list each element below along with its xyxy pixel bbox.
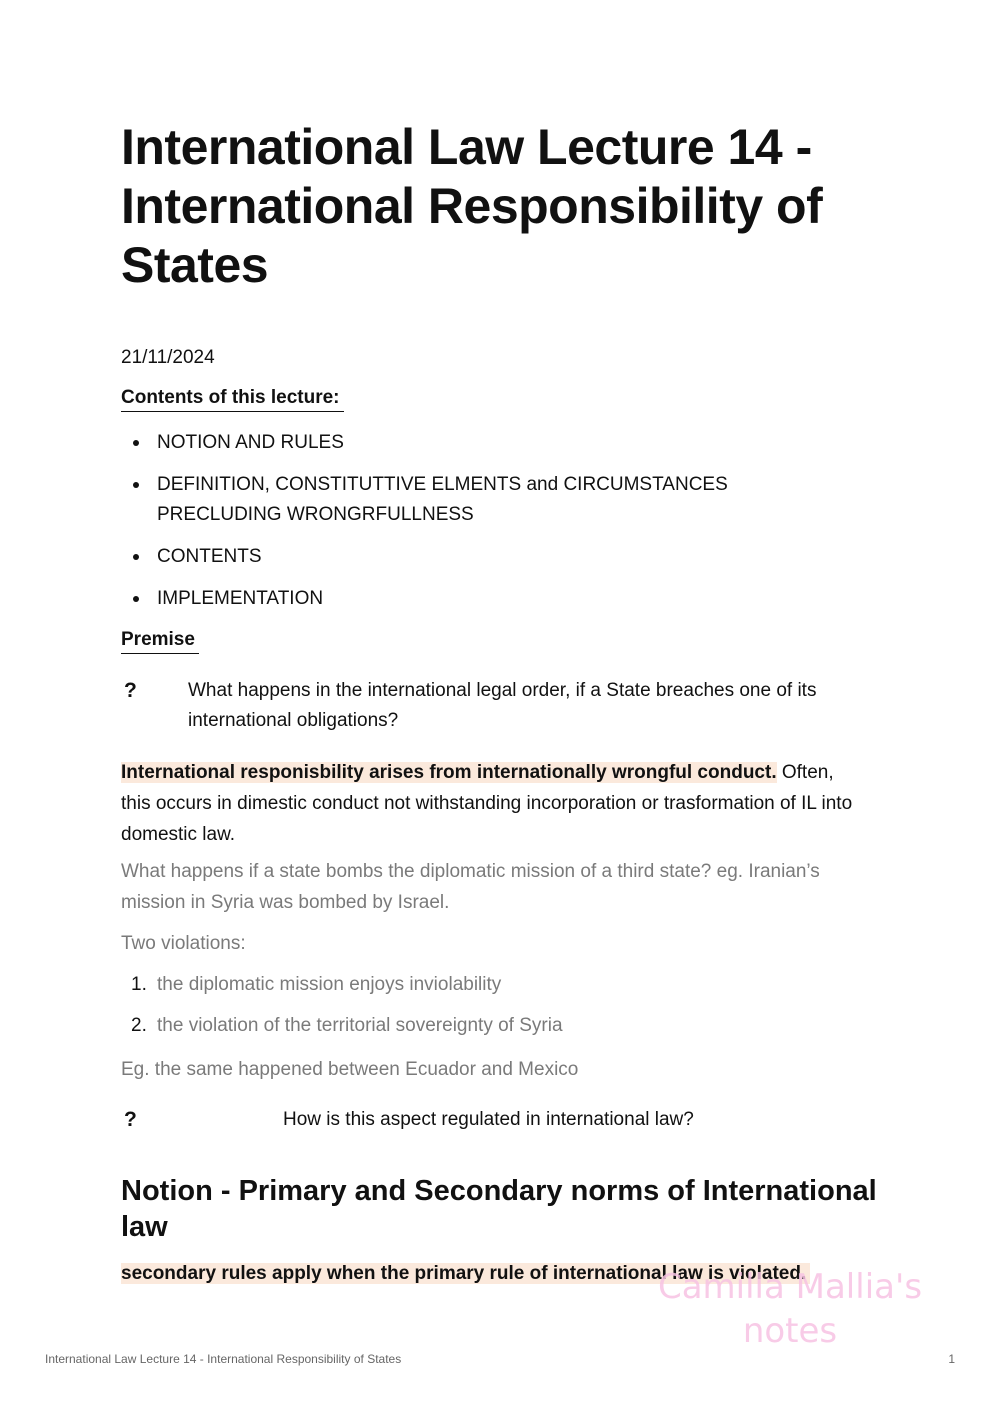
paragraph [121,757,861,850]
section-heading: Notion - Primary and Secondary norms of International law [121,1175,877,1243]
list-item: DEFINITION, CONSTITUTTIVE ELMENTS and CIRCUMSTANCES PRECLUDING WRONGRFULLNESS [121,470,821,530]
list-item: IMPLEMENTATION [121,584,821,614]
question-text: How is this aspect regulated in international law? [283,1109,694,1130]
lecture-date: 21/11/2024 [121,347,215,368]
contents-label: Contents of this lecture: [121,385,344,412]
highlighted-text: International responisbility arises from internationally wrongful conduct. [121,762,777,783]
question-text: What happens in the international legal order, if a State breaches one of its international obligations? [188,680,817,731]
list-item: CONTENTS [121,542,821,572]
question-callout-2 [121,1105,881,1137]
example-paragraph-2: Eg. the same happened between Ecuador and Mexico [121,1059,579,1080]
violations-label: Two violations: [121,933,246,954]
page-title: International Law Lecture 14 - International Responsibility of States [121,119,823,293]
footer-title: International Law Lecture 14 - International Responsibility of States [45,1352,402,1366]
bullet-icon [133,596,139,602]
page-number: 1 [948,1352,955,1366]
question-mark-icon: ? [124,1108,137,1131]
question-callout [121,676,881,738]
list-item: 1. the diplomatic mission enjoys inviolability [131,974,502,995]
violations-list [121,970,821,1052]
highlighted-text: secondary rules apply when the primary rule of international law is violated. [121,1263,810,1284]
watermark: Camilla Mallia's notes [657,1267,923,1351]
list-item: 2. the violation of the territorial sovereignty of Syria [131,1015,563,1036]
bullet-icon [133,440,139,446]
list-item: NOTION AND RULES [121,428,821,458]
paragraph-text: Often, this occurs in dimestic conduct not withstanding incorporation or trasformation of IL into domestic law. [121,762,853,845]
bullet-icon [133,554,139,560]
premise-label: Premise [121,627,199,654]
example-paragraph: What happens if a state bombs the diplomatic mission of a third state? eg. Iranian’s mission in Syria was bombed by Israel. [121,861,820,913]
bullet-icon [133,482,139,488]
contents-list [121,428,821,626]
question-mark-icon: ? [124,679,137,702]
